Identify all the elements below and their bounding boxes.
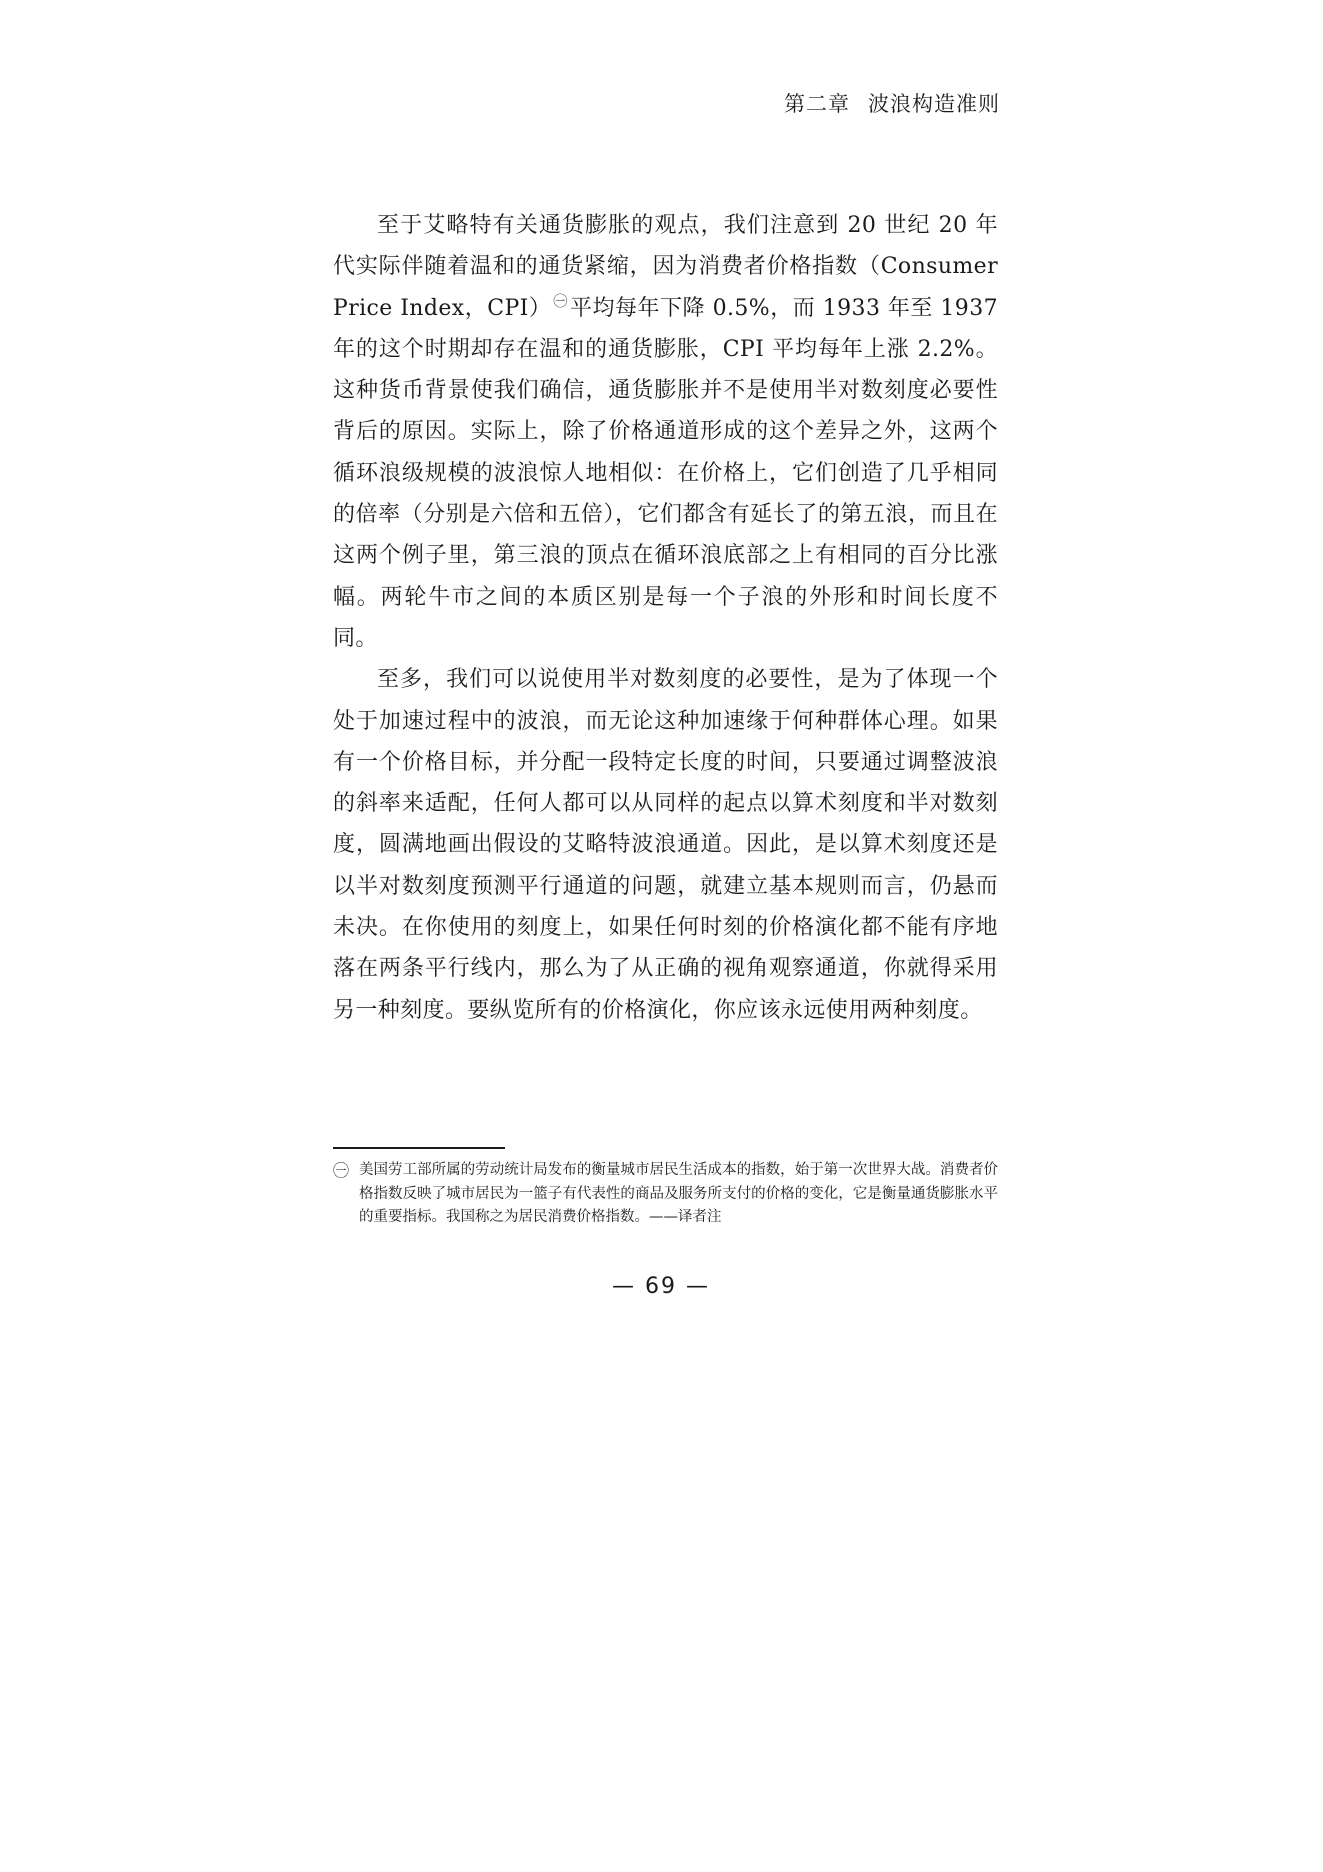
- paragraph-text: 平均每年下降 0.5%，而 1933 年至 1937 年的这个时期却存在温和的通货膨胀，CPI 平均每年上涨 2.2%。这种货币背景使我们确信，通货膨胀并不是使用半对数刻度必要性背后的原因。实际上，除了价格通道形成的这个差异之外，这两个循环浪级规模的波浪惊人地相似：在价格上，它们创造了几乎相同的倍率（分别是六倍和五倍），它们都含有延长了的第五浪，而且在这两个例子里，第三浪的顶点在循环浪底部之上有相同的百分比涨幅。两轮牛市之间的本质区别是每一个子浪的外形和时间长度不同。: [333, 295, 998, 651]
- chapter-title: 波浪构造准则: [868, 92, 1000, 116]
- footnote-text: 美国劳工部所属的劳动统计局发布的衡量城市居民生活成本的指数，始于第一次世界大战。消费者价格指数反映了城市居民为一篮子有代表性的商品及服务所支付的价格的变化，它是衡量通货膨胀水平的重要指标。我国称之为居民消费价格指数。——译者注: [359, 1162, 998, 1225]
- paragraph: 至多，我们可以说使用半对数刻度的必要性，是为了体现一个处于加速过程中的波浪，而无论这种加速缘于何种群体心理。如果有一个价格目标，并分配一段特定长度的时间，只要通过调整波浪的斜率来适配，任何人都可以从同样的起点以算术刻度和半对数刻度，圆满地画出假设的艾略特波浪通道。因此，是以算术刻度还是以半对数刻度预测平行通道的问题，就建立基本规则而言，仍悬而未决。在你使用的刻度上，如果任何时刻的价格演化都不能有序地落在两条平行线内，那么为了从正确的视角观察通道，你就得采用另一种刻度。要纵览所有的价格演化，你应该永远使用两种刻度。: [333, 667, 998, 1023]
- paragraph-text: 至于艾略特有关通货膨胀的观点，我们注意到 20 世纪 20 年代实际伴随着温和的通货紧缩，因为消费者价格指数（Consumer Price Index，CPI）: [333, 213, 998, 321]
- chapter-label: 第二章: [784, 92, 850, 116]
- footnote-divider: [333, 1147, 505, 1149]
- footnote-reference[interactable]: ㊀: [553, 293, 568, 310]
- footnote-mark: ㊀: [333, 1161, 350, 1180]
- page-number: — 69 —: [612, 1274, 710, 1299]
- body-text: [333, 205, 998, 1031]
- running-header: [760, 88, 1000, 118]
- footnote: [333, 1159, 998, 1230]
- paragraph: [333, 205, 998, 659]
